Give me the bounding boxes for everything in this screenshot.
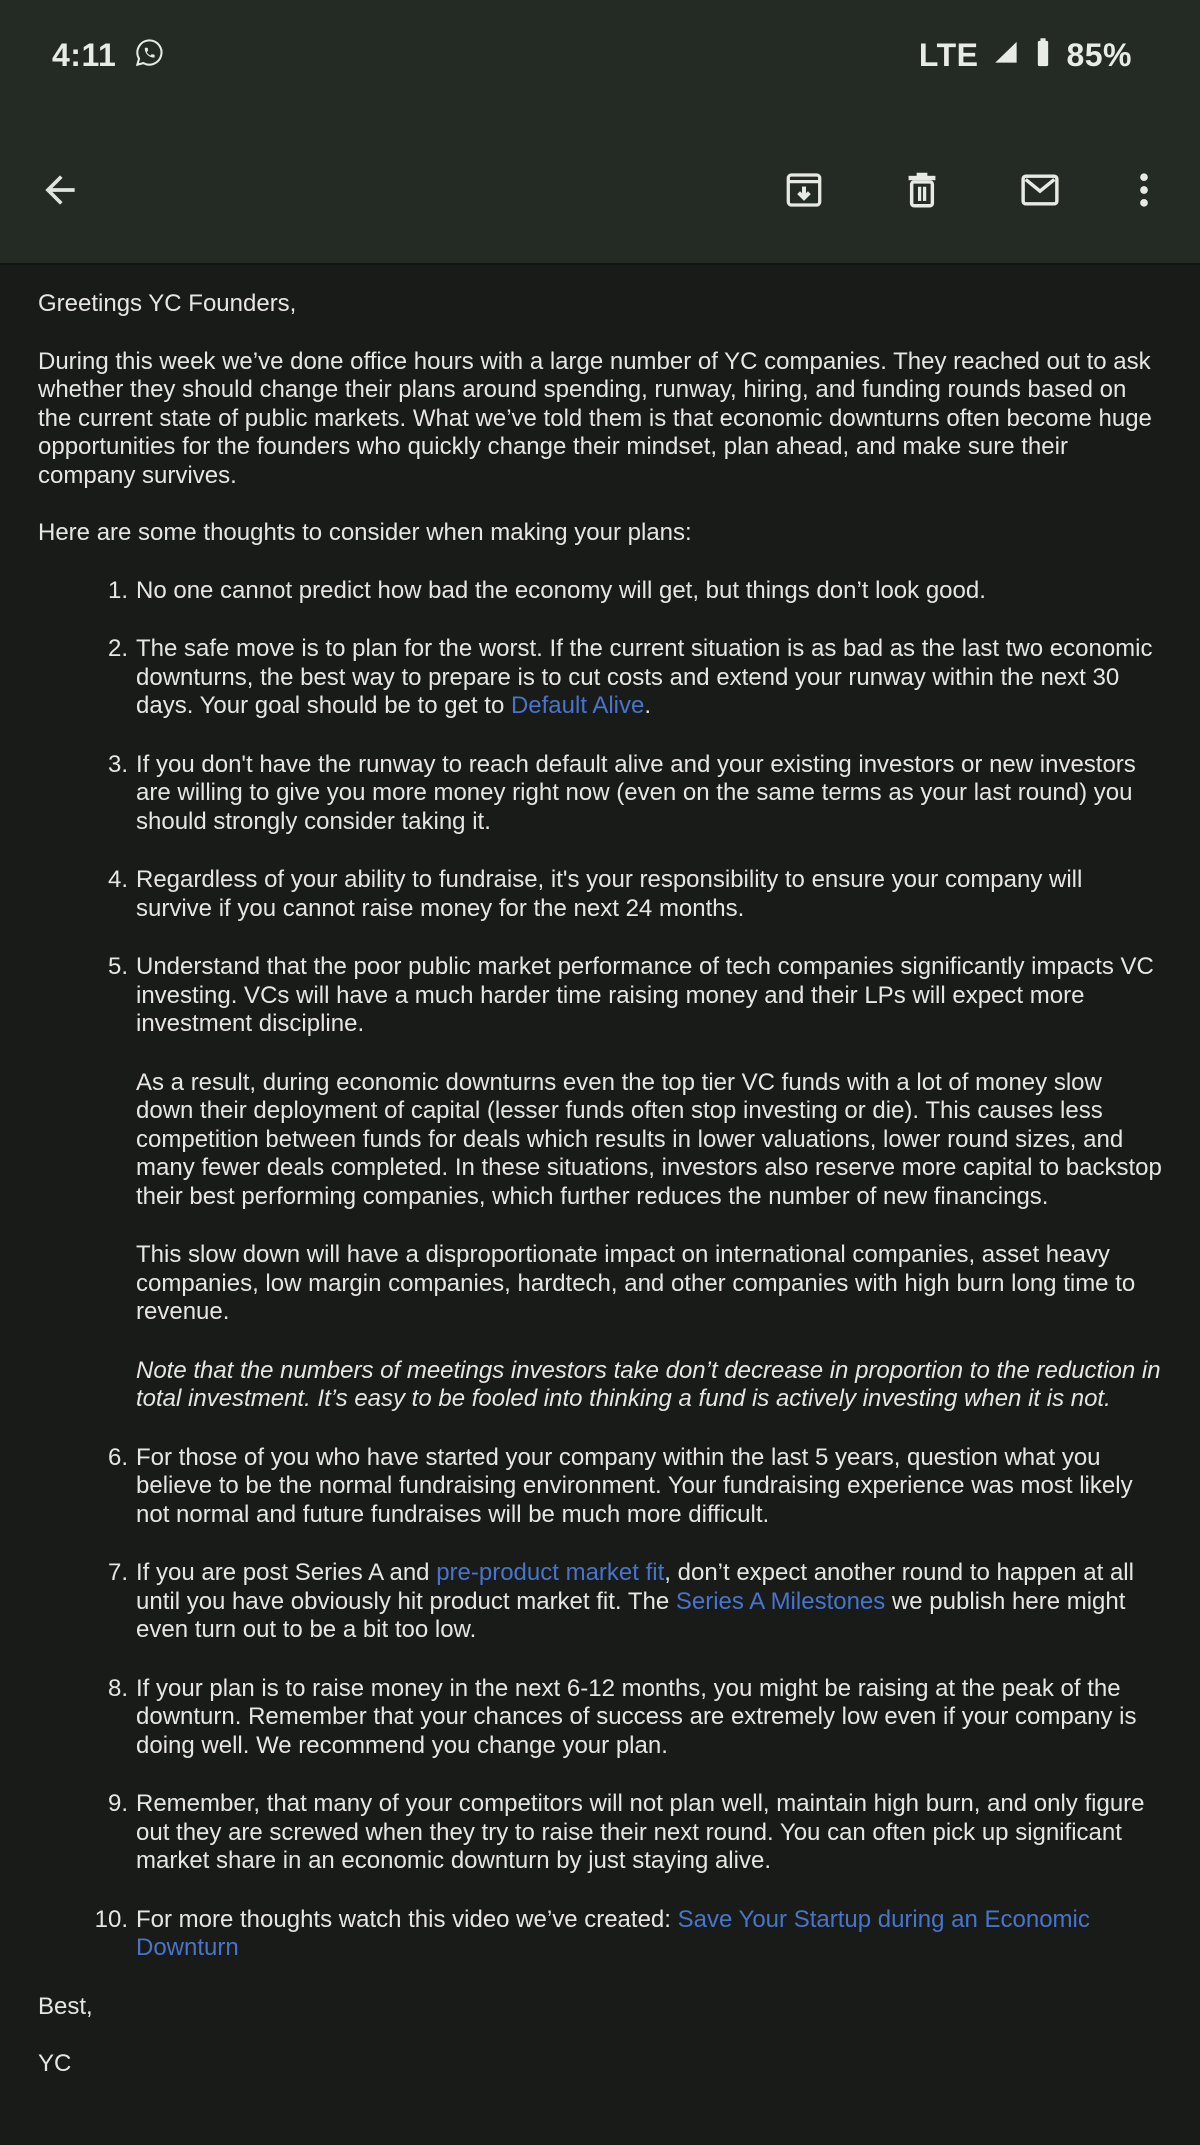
list-item (38, 635, 1162, 721)
email-paragraph (38, 290, 1162, 319)
text-segment: we publish here might even turn out to be a bit too low. (136, 1587, 1126, 1643)
more-options-button[interactable] (1120, 167, 1168, 215)
email-paragraph (136, 1906, 1162, 1963)
top-bar (0, 0, 1200, 265)
email-paragraph (136, 1790, 1162, 1876)
email-link[interactable]: Save Your Startup during an Economic Downturn (136, 1905, 1090, 1961)
status-bar-right (919, 37, 1132, 74)
more-vert-icon (1122, 168, 1166, 215)
text-segment: No one cannot predict how bad the economy will get, but things don’t look good. (136, 576, 986, 604)
whatsapp-notification-icon (134, 37, 165, 73)
list-item (38, 751, 1162, 837)
archive-button[interactable] (780, 167, 828, 215)
text-segment: For those of you who have started your company within the last 5 years, question what you believe to be the normal fundraising environment. Your fundraising experience was most likely not normal and future fundraises will be much more difficult. (136, 1443, 1133, 1528)
text-segment: . (644, 692, 652, 719)
email-body (0, 265, 1200, 2079)
text-segment: If you are post Series A and (136, 1559, 437, 1586)
text-segment: For more thoughts watch this video we’ve created: (136, 1905, 678, 1933)
list-item (38, 953, 1162, 1414)
list-item-number: 3. (107, 750, 128, 778)
text-segment: During this week we’ve done office hours with a large number of YC companies. They reached out to ask whether they should change their plans around spending, runway, hiring, and funding rounds based on the current state of public markets. What we’ve told them is that economic downturns often become huge opportunities for the founders who quickly change their mindset, plan ahead, and make sure their company survives. (38, 347, 1152, 489)
text-segment: Remember, that many of your competitors will not plan well, maintain high burn, and only figure out they are screwed when they try to raise their next round. You can often pick up significant market share in an economic downturn by just staying alive. (136, 1790, 1145, 1874)
list-item-number: 8. (107, 1674, 128, 1702)
delete-button[interactable] (898, 167, 946, 215)
list-item-number: 6. (107, 1443, 128, 1471)
list-item (38, 1559, 1162, 1645)
signature-line: Best, (38, 1992, 93, 2020)
email-note-paragraph (136, 1357, 1162, 1414)
text-segment: , don’t expect another round to happen at all until you have obviously hit product market fit. The (136, 1559, 1134, 1615)
list-item (38, 1790, 1162, 1876)
email-paragraph (136, 577, 1162, 606)
network-type-label: LTE (918, 36, 979, 73)
text-segment: The safe move is to plan for the worst. If the current situation is as bad as the last two economic downturns, the best way to prepare is to cut costs and extend your runway within the next 30 days. Your goal should be to get to (136, 635, 1153, 719)
text-segment: Understand that the poor public market performance of tech companies significantly impacts VC investing. VCs will have a much harder time raising money and their LPs will expect more investment discipline. (136, 953, 1154, 1037)
status-time: 4:11 (52, 36, 117, 73)
status-bar-left (52, 37, 165, 74)
list-item-number: 10. (94, 1905, 128, 1933)
numbered-list (38, 577, 1162, 1963)
list-item (38, 1675, 1162, 1761)
text-segment: Greetings YC Founders, (38, 290, 297, 317)
archive-icon (781, 167, 827, 216)
text-segment: Here are some thoughts to consider when making your plans: (38, 519, 692, 546)
list-item-number: 7. (107, 1559, 128, 1586)
text-segment: As a result, during economic downturns even the top tier VC funds with a lot of money slow down their deployment of capital (lesser funds often stop investing or die). This causes less competition between funds for deals which results in lower valuations, lower round sizes, and many fewer deals completed. In these situations, investors also reserve more capital to backstop their best performing companies, which further reduces the number of new financings. (136, 1068, 1162, 1210)
trash-icon (899, 167, 945, 216)
toolbar-actions (780, 167, 1168, 215)
status-bar (0, 0, 1200, 100)
mail-icon (1017, 167, 1063, 216)
list-item-number: 5. (107, 953, 128, 980)
text-segment: Note that the numbers of meetings investors take don’t decrease in proportion to the reduction in total investment. It’s easy to be fooled into thinking a fund is actively investing when it is not. (136, 1356, 1161, 1412)
list-item-number: 1. (107, 576, 128, 604)
mark-unread-button[interactable] (1016, 167, 1064, 215)
battery-percent-label: 85% (1066, 36, 1132, 73)
list-item (38, 1906, 1162, 1963)
list-item-number: 4. (107, 866, 128, 893)
email-paragraph (136, 1241, 1162, 1327)
email-paragraph (136, 1675, 1162, 1761)
email-paragraph (136, 1559, 1162, 1645)
text-segment: This slow down will have a disproportionate impact on international companies, asset heavy companies, low margin companies, hardtech, and other companies with high burn long time to revenue. (136, 1241, 1136, 1325)
email-paragraph (38, 348, 1162, 491)
list-item (38, 577, 1162, 606)
email-paragraph (38, 519, 1162, 548)
email-paragraph (136, 635, 1162, 721)
email-paragraph (136, 1444, 1162, 1530)
list-item (38, 1444, 1162, 1530)
signal-strength-icon (993, 39, 1020, 71)
text-segment: If your plan is to raise money in the next 6-12 months, you might be raising at the peak of the downturn. Remember that your chances of success are extremely low even if your company is doing well. We recommend you change your plan. (136, 1674, 1137, 1759)
email-link[interactable]: Default Alive (510, 692, 645, 719)
back-arrow-icon (38, 168, 82, 215)
email-link[interactable]: pre-product market fit (436, 1559, 665, 1586)
email-toolbar (0, 100, 1200, 266)
text-segment: If you don't have the runway to reach default alive and your existing investors or new investors are willing to give you more money right now (even on the same terms as your last round) you should strongly consider taking it. (136, 750, 1136, 835)
list-item-number: 9. (107, 1790, 128, 1817)
email-paragraph (136, 1069, 1162, 1212)
back-button[interactable] (36, 167, 84, 215)
email-paragraph (136, 751, 1162, 837)
list-item-number: 2. (107, 635, 128, 662)
signature-line: YC (38, 2050, 72, 2077)
text-segment: Regardless of your ability to fundraise, it's your responsibility to ensure your company will survive if you cannot raise money for the next 24 months. (136, 866, 1083, 922)
email-paragraph (136, 866, 1162, 923)
battery-icon (1035, 37, 1051, 73)
list-item (38, 866, 1162, 923)
email-paragraph (136, 953, 1162, 1039)
email-link[interactable]: Series A Milestones (675, 1587, 886, 1615)
